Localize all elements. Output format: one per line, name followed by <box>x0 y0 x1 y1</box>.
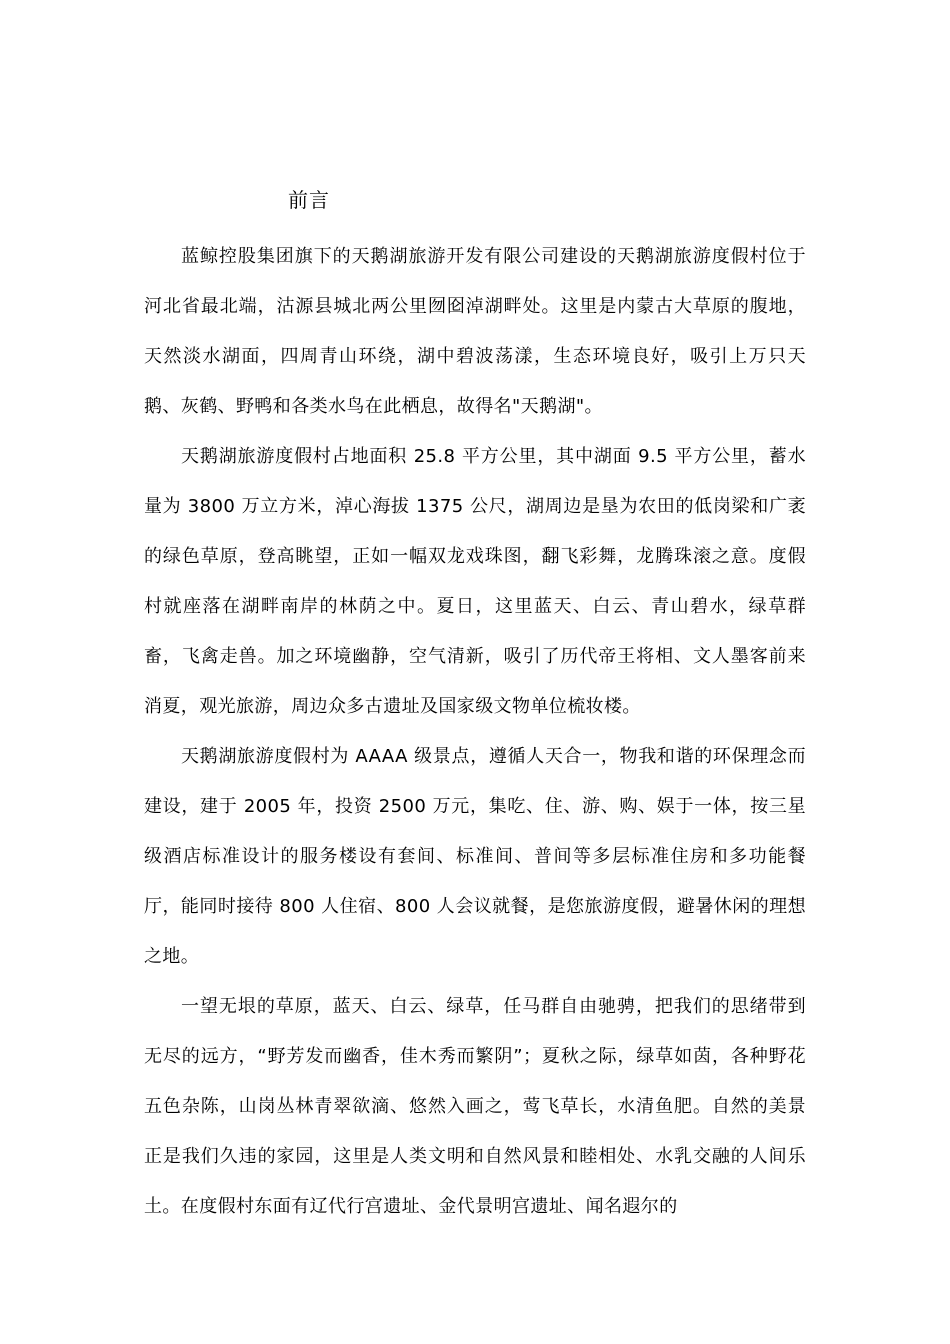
paragraph-3: 天鹅湖旅游度假村为 AAAA 级景点，遵循人天合一，物我和谐的环保理念而建设，建于 2005 年，投资 2500 万元，集吃、住、游、购、娱于一体，按三星级酒店标准设计的服务楼设有套间、标准间、普间等多层标准住房和多功能餐厅，能同时接待 800 人住宿、800 人会议就餐，是您旅游度假，避暑休闲的理想之地。 <box>144 746 806 967</box>
paragraph-1: 蓝鲸控股集团旗下的天鹅湖旅游开发有限公司建设的天鹅湖旅游度假村位于河北省最北端，沽源县城北两公里囫囵淖湖畔处。这里是内蒙古大草原的腹地，天然淡水湖面，四周青山环绕，湖中碧波荡漾，生态环境良好，吸引上万只天鹅、灰鹤、野鸭和各类水鸟在此栖息，故得名"天鹅湖"。 <box>144 246 806 417</box>
paragraph-4: 一望无垠的草原，蓝天、白云、绿草，任马群自由驰骋，把我们的思绪带到无尽的远方，“野芳发而幽香，佳木秀而繁阴”；夏秋之际，绿草如茵，各种野花五色杂陈，山岗丛林青翠欲滴、悠然入画之，莺飞草长，水清鱼肥。自然的美景正是我们久违的家园，这里是人类文明和自然风景和睦相处、水乳交融的人间乐土。在度假村东面有辽代行宫遗址、金代景明宫遗址、闻名遐尔的 <box>144 996 806 1217</box>
paragraph-2: 天鹅湖旅游度假村占地面积 25.8 平方公里，其中湖面 9.5 平方公里，蓄水量为 3800 万立方米，淖心海拔 1375 公尺，湖周边是垦为农田的低岗梁和广袤的绿色草原，登高眺望，正如一幅双龙戏珠图，翻飞彩舞，龙腾珠滚之意。度假村就座落在湖畔南岸的林荫之中。夏日，这里蓝天、白云、青山碧水，绿草群畜，飞禽走兽。加之环境幽静，空气清新，吸引了历代帝王将相、文人墨客前来消夏，观光旅游，周边众多古遗址及国家级文物单位梳妆楼。 <box>144 446 806 717</box>
document-body <box>144 232 806 1232</box>
page-title: 前言 <box>288 188 330 212</box>
